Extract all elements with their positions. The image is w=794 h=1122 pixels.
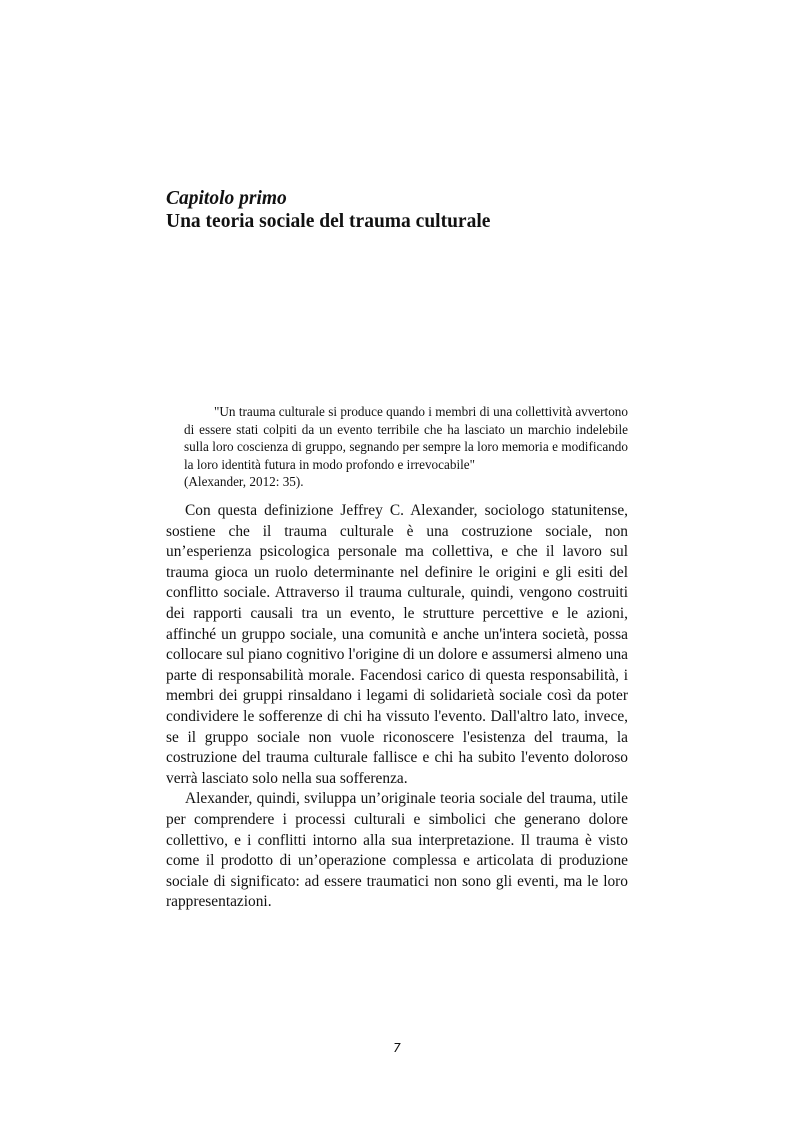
- body-paragraph-2: Alexander, quindi, sviluppa un’originale teoria sociale del trauma, utile per comprendere i processi culturali e simbolici che generano dolore collettivo, e i conflitti intorno alla sua interpretazione. Il trauma è visto come il prodotto di un’operazione complessa e articolata di produzione sociale di significato: ad essere traumatici non sono gli eventi, ma le loro rappresentazioni.: [166, 790, 628, 911]
- epigraph-quote: "Un trauma culturale si produce quando i membri di una collettività avvertono di essere stati colpiti da un evento terribile che ha lasciato un marchio indelebile sulla loro coscienza di gruppo, segnando per sempre la loro memoria e modificando la loro identità futura in modo profondo e irrevocabile": [184, 404, 628, 472]
- body-paragraph-1: Con questa definizione Jeffrey C. Alexander, sociologo statunitense, sostiene che il trauma culturale è una costruzione sociale, non un’esperienza psicologica personale ma collettiva, e che il lavoro sul trauma gioca un ruolo determinante nel definire le origini e gli esiti del conflitto sociale. Attraverso il trauma culturale, quindi, vengono costruiti dei rapporti causali tra un evento, le strutture percettive e le azioni, affinché un gruppo sociale, una comunità e anche un'intera società, possa collocare sul piano cognitivo l'origine di un dolore e assumersi almeno una parte di responsabilità morale. Facendosi carico di questa responsabilità, i membri dei gruppi rinsaldano i legami di solidarietà sociale così da poter condividere le sofferenze di chi ha vissuto l'evento. Dall'altro lato, invece, se il gruppo sociale non vuole riconoscere l'esistenza del trauma, la costruzione del trauma culturale fallisce e chi ha subito l'evento doloroso verrà lasciato solo nella sua sofferenza.: [166, 502, 628, 787]
- chapter-heading: [166, 187, 636, 233]
- epigraph-source: (Alexander, 2012: 35).: [184, 474, 304, 489]
- chapter-title: Una teoria sociale del trauma culturale: [166, 211, 491, 232]
- chapter-label: Capitolo primo: [166, 188, 287, 209]
- epigraph: [184, 403, 628, 491]
- page-number: 7: [393, 1041, 401, 1055]
- body-text: [166, 501, 628, 913]
